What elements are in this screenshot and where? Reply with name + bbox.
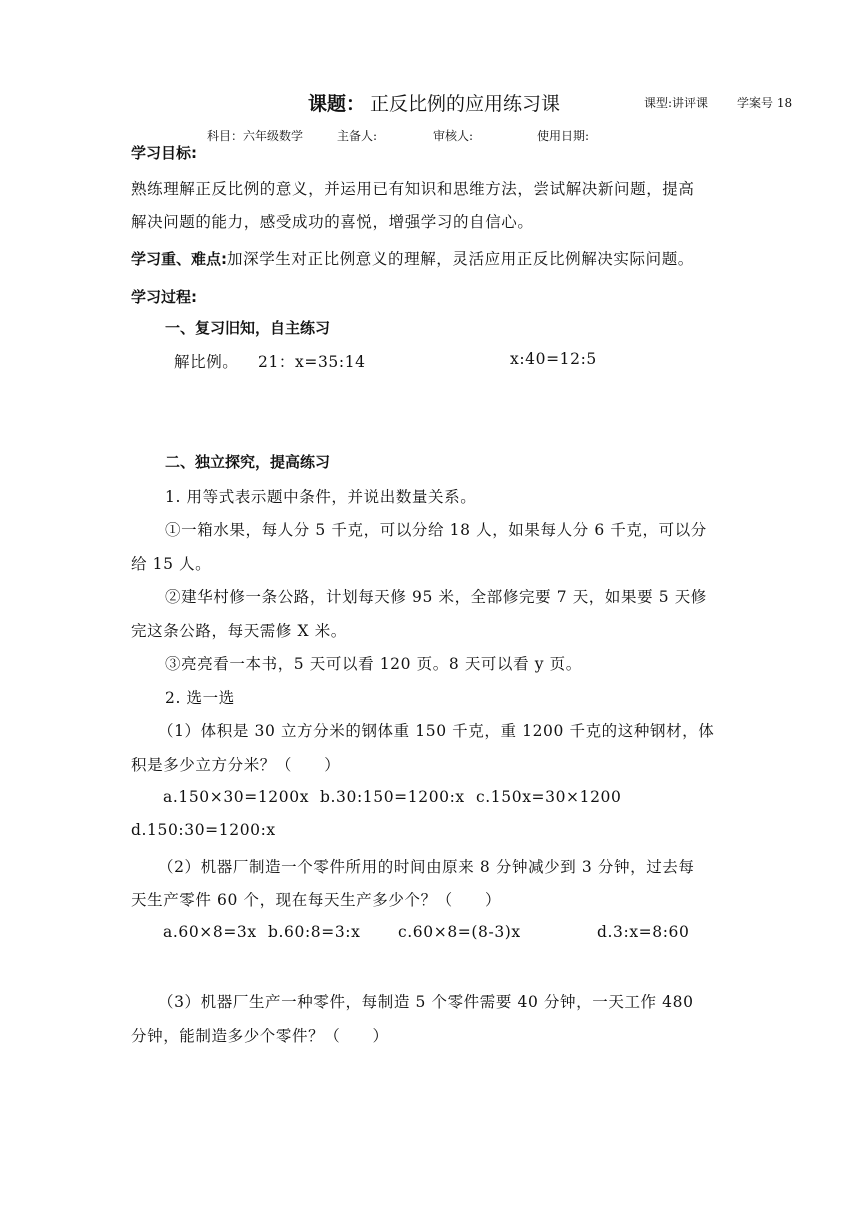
page-title: 正反比例的应用练习课 [370, 93, 561, 115]
case-number: 学案号 18 [737, 96, 793, 110]
lesson-type: 课型:讲评课 [644, 96, 709, 110]
q1-item2-line2: 完这条公路，每天需修 X 米。 [131, 622, 347, 640]
q2-p1-line2: 积是多少立方分米？（ ） [131, 756, 341, 774]
section2-heading: 二、独立探究，提高练习 [165, 453, 331, 471]
section1-heading: 一、复习旧知，自主练习 [165, 319, 331, 337]
focus-text: 加深学生对正比例意义的理解，灵活应用正反比例解决实际问题。 [227, 250, 694, 268]
q2-p1-option-b: b.30:150=1200:x [320, 788, 465, 806]
title-label: 课题： [308, 93, 366, 115]
q1-item1-line1: ①一箱水果，每人分 5 千克，可以分给 18 人，如果每人分 6 千克，可以分 [165, 521, 707, 539]
q1-item1-line2: 给 15 人。 [131, 555, 212, 573]
section1-eq1: 21：x=35:14 [258, 353, 366, 371]
focus-label: 学习重、难点: [131, 250, 227, 268]
objectives-heading: 学习目标: [131, 144, 197, 162]
q2-p3-line2: 分钟，能制造多少个零件？（ ） [131, 1027, 389, 1045]
q2-p1-option-d: d.150:30=1200:x [131, 821, 276, 839]
q2-intro: 2. 选一选 [165, 689, 235, 707]
section1-eq2: x:40=12:5 [510, 350, 597, 368]
q2-p2-line2: 天生产零件 60 个，现在每天生产多少个？（ ） [131, 891, 502, 909]
q2-p2-option-c: c.60×8=(8-3)x [398, 923, 521, 941]
meta-date: 使用日期: [537, 129, 590, 143]
q2-p2-option-d: d.3:x=8:60 [597, 923, 690, 941]
q2-p1-option-a: a.150×30=1200x [163, 788, 310, 806]
objectives-line-1: 熟练理解正反比例的意义，并运用已有知识和思维方法，尝试解决新问题，提高 [131, 180, 695, 198]
q2-p1-line1: （1）体积是 30 立方分米的钢体重 150 千克，重 1200 千克的这种钢材，体 [158, 722, 715, 740]
meta-reviewer: 审核人: [433, 129, 474, 143]
meta-preparer: 主备人: [337, 129, 378, 143]
q2-p2-option-b: b.60:8=3:x [268, 923, 361, 941]
q2-p1-option-c: c.150x=30×1200 [476, 788, 622, 806]
q1-intro: 1. 用等式表示题中条件，并说出数量关系。 [165, 488, 477, 506]
q1-item3: ③亮亮看一本书，5 天可以看 120 页。8 天可以看 y 页。 [165, 655, 582, 673]
focus-line [131, 247, 694, 269]
q2-p3-line1: （3）机器厂生产一种零件，每制造 5 个零件需要 40 分钟，一天工作 480 [158, 993, 694, 1011]
objectives-line-2: 解决问题的能力，感受成功的喜悦，增强学习的自信心。 [131, 213, 534, 231]
q2-p2-line1: （2）机器厂制造一个零件所用的时间由原来 8 分钟减少到 3 分钟，过去每 [158, 858, 695, 876]
section1-prompt: 解比例。 [174, 353, 239, 371]
q1-item2-line1: ②建华村修一条公路，计划每天修 95 米，全部修完要 7 天，如果要 5 天修 [165, 588, 707, 606]
process-heading: 学习过程: [131, 288, 197, 306]
q2-p2-option-a: a.60×8=3x [163, 923, 257, 941]
meta-subject: 科目：六年级数学 [207, 129, 304, 143]
